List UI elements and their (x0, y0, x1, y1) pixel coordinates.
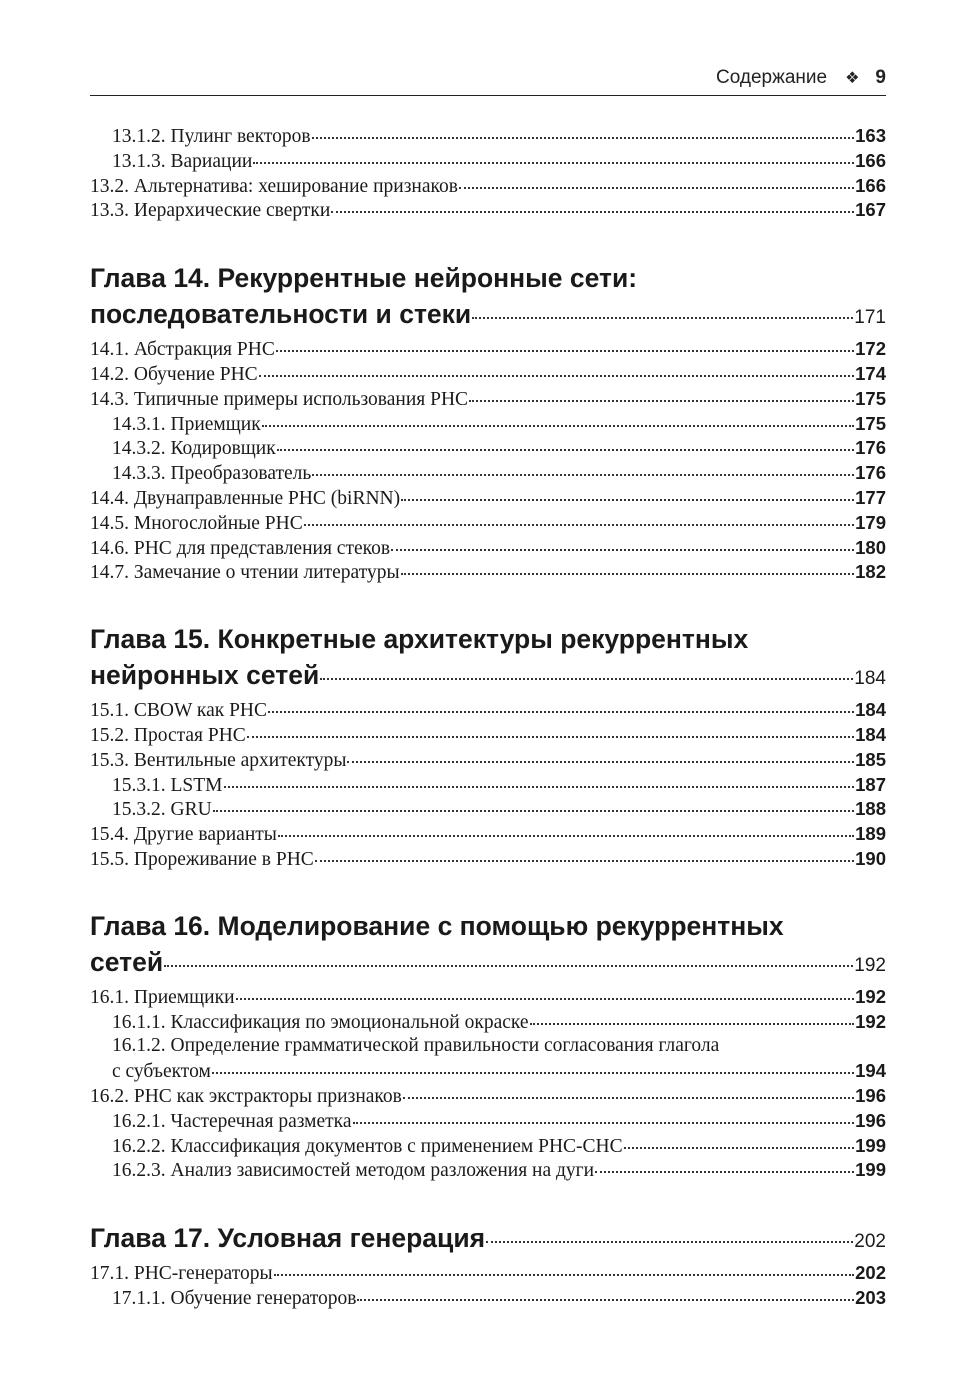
toc-entry[interactable] (90, 436, 886, 461)
toc-entry-title: 15.1. CBOW как РНС (90, 700, 268, 722)
toc-entry-title: 13.2. Альтернатива: хеширование признаков (90, 175, 458, 197)
toc-entry-page: 172 (855, 338, 886, 360)
dot-leader (304, 524, 854, 526)
dot-leader (277, 449, 854, 451)
toc-entry[interactable] (90, 1059, 886, 1084)
running-header (90, 64, 886, 96)
toc-entry-title: 14.1. Абстракция РНС (90, 339, 275, 361)
toc-entry[interactable] (90, 1286, 886, 1311)
toc-entry[interactable] (90, 797, 886, 822)
toc-entry-title: 15.2. Простая РНС (90, 724, 246, 746)
toc-entry-page: 166 (855, 174, 886, 196)
dot-leader (268, 711, 854, 713)
toc-entry-group (90, 337, 886, 585)
toc-entry[interactable] (90, 412, 886, 437)
dot-leader (624, 1147, 854, 1149)
header-section-title: Содержание (716, 66, 828, 88)
dot-leader (212, 1072, 854, 1074)
toc-entry-title: 13.1.3. Вариации (112, 150, 253, 172)
toc-entry[interactable] (90, 1084, 886, 1109)
toc-entry-page: 184 (855, 699, 886, 721)
toc-entry-title: 17.1.1. Обучение генераторов (112, 1287, 357, 1309)
dot-leader (278, 835, 854, 837)
ornament-icon: ❖ (845, 69, 860, 87)
toc-entry[interactable] (90, 985, 886, 1010)
chapter-page-number: 202 (854, 1231, 886, 1253)
dot-leader (401, 499, 854, 501)
toc-entry[interactable] (90, 560, 886, 585)
toc-entry-title: 14.2. Обучение РНС (90, 363, 258, 385)
toc-entry-page: 167 (855, 199, 886, 221)
toc-entry-page: 166 (855, 149, 886, 171)
toc-entry-page: 175 (855, 387, 886, 409)
toc-entry-title: 13.3. Иерархические свертки (90, 200, 331, 222)
toc-entry-page: 190 (855, 847, 886, 869)
toc-entry-title: 16.2. РНС как экстракторы признаков (90, 1085, 402, 1107)
dot-leader (459, 187, 854, 189)
dot-leader (530, 1023, 855, 1025)
chapter-page-number: 184 (854, 668, 886, 690)
dot-leader (472, 317, 853, 319)
dot-leader (347, 761, 854, 763)
dot-leader (224, 786, 855, 788)
dot-leader (315, 860, 854, 862)
toc-entry-title: 15.3.2. GRU (112, 799, 212, 821)
toc-entry-page: 185 (855, 748, 886, 770)
toc-entry-title: 16.1.1. Классификация по эмоциональной окраске (112, 1011, 529, 1033)
toc-entry-page: 192 (855, 985, 886, 1007)
toc-entry[interactable] (90, 149, 886, 174)
toc-entry-title: 16.1. Приемщики (90, 986, 235, 1008)
dot-leader (469, 400, 854, 402)
chapter-title-line1: Глава 14. Рекуррентные нейронные сети: (90, 263, 638, 294)
toc-entry-group (90, 985, 886, 1183)
chapter-heading[interactable] (90, 1220, 886, 1256)
toc-entry-title: 14.6. РНС для представления стеков (90, 537, 391, 559)
chapter-page-number: 192 (854, 954, 886, 976)
toc-entry-title: 14.3.2. Кодировщик (112, 438, 276, 460)
toc-entry-page: 174 (855, 362, 886, 384)
toc-entry-title: 17.1. РНС-генераторы (90, 1263, 273, 1285)
toc-entry-page: 175 (855, 412, 886, 434)
toc-entry[interactable] (90, 1158, 886, 1183)
toc-entry[interactable] (90, 337, 886, 362)
toc-entry[interactable] (90, 387, 886, 412)
chapter-title-line2 (90, 944, 886, 980)
toc-entry-group (90, 698, 886, 872)
chapter-title-text: сетей (90, 946, 164, 977)
toc-entry-page: 203 (855, 1286, 886, 1308)
chapter-title-line1: Глава 15. Конкретные архитектуры рекуррентных (90, 624, 749, 655)
toc-entry-title: с субъектом (112, 1061, 211, 1083)
dot-leader (262, 425, 854, 427)
toc-entry[interactable] (90, 486, 886, 511)
chapter-title-line2 (90, 1220, 886, 1256)
dot-leader (236, 998, 855, 1000)
toc-entry-page: 184 (855, 723, 886, 745)
dot-leader (320, 678, 853, 680)
toc-entry-title: 13.1.2. Пулинг векторов (112, 126, 311, 147)
dot-leader (259, 375, 854, 377)
toc-entry-page: 182 (855, 561, 886, 583)
toc-entry-title: 14.7. Замечание о чтении литературы (90, 562, 400, 584)
chapter-title-line2 (90, 296, 886, 332)
toc-entry-page: 163 (855, 125, 886, 146)
dot-leader (595, 1171, 854, 1173)
dot-leader (391, 549, 854, 551)
chapter-page-number: 171 (854, 307, 886, 329)
toc-entry[interactable] (90, 723, 886, 748)
toc-entry-title: 14.3.1. Приемщик (112, 413, 261, 435)
chapter-title-line1: Глава 16. Моделирование с помощью рекуррентных (90, 910, 784, 941)
toc-entry[interactable] (90, 1134, 886, 1159)
toc-entry-title: 16.2.2. Классификация документов с применением РНС-СНС (112, 1135, 623, 1157)
toc-entry[interactable] (90, 698, 886, 723)
dot-leader (274, 1274, 855, 1276)
toc-entry-page: 194 (855, 1060, 886, 1082)
toc-entry-page: 177 (855, 486, 886, 508)
toc-entry[interactable] (90, 362, 886, 387)
toc-entry-title: 15.4. Другие варианты (90, 824, 277, 846)
dot-leader (353, 1122, 855, 1124)
dot-leader (247, 736, 854, 738)
toc-entry-page: 202 (855, 1262, 886, 1284)
dot-leader (164, 965, 853, 967)
toc-entry-page: 176 (855, 462, 886, 484)
toc-entry-page: 199 (855, 1134, 886, 1156)
toc-entry-page: 176 (855, 437, 886, 459)
toc-entry-group (90, 124, 886, 223)
toc-entry[interactable] (90, 461, 886, 486)
toc-entry[interactable] (90, 773, 886, 798)
toc-entry-page: 180 (855, 536, 886, 558)
toc-entry[interactable] (90, 511, 886, 536)
toc-entry-title: 14.4. Двунаправленные РНС (biRNN) (90, 487, 401, 509)
dot-leader (401, 573, 855, 575)
toc-entry-page: 192 (855, 1010, 886, 1032)
toc-entry-page: 187 (855, 773, 886, 795)
toc-entry-title: 16.2.1. Частеречная разметка (112, 1110, 352, 1132)
dot-leader (331, 211, 854, 213)
chapter-title-line2 (90, 657, 886, 693)
toc-entry[interactable] (90, 1261, 886, 1286)
toc-entry-title: 14.3.3. Преобразователь (112, 463, 312, 485)
chapter-heading[interactable] (90, 260, 886, 332)
toc-entry-page: 188 (855, 798, 886, 820)
header-page-number: 9 (875, 66, 886, 88)
toc-entry[interactable] (90, 748, 886, 773)
toc-entry[interactable] (90, 1010, 886, 1035)
toc-entry[interactable] (90, 822, 886, 847)
chapter-title-text: Глава 17. Условная генерация (90, 1223, 486, 1254)
toc-entry[interactable] (90, 124, 886, 149)
toc-entry-page: 196 (855, 1084, 886, 1106)
toc-entry-title: 16.2.3. Анализ зависимостей методом разложения на дуги (112, 1160, 595, 1182)
toc-entry[interactable] (90, 1109, 886, 1134)
dot-leader (312, 137, 854, 139)
dot-leader (357, 1299, 854, 1301)
toc-entry-title: 15.5. Прореживание в РНС (90, 848, 314, 870)
dot-leader (253, 162, 854, 164)
chapter-title-text: нейронных сетей (90, 660, 320, 691)
toc-entry-page: 199 (855, 1159, 886, 1181)
table-of-contents (90, 124, 886, 1311)
chapter-heading[interactable] (90, 908, 886, 980)
toc-entry-group (90, 1261, 886, 1311)
toc-entry-wrapped-line[interactable]: 16.1.2. Определение грамматической правильности согласования глагола (112, 1035, 720, 1057)
chapter-heading[interactable] (90, 621, 886, 693)
chapter-title-text: последовательности и стеки (90, 299, 472, 330)
toc-entry-page: 196 (855, 1109, 886, 1131)
toc-entry[interactable] (90, 198, 886, 223)
dot-leader (403, 1097, 854, 1099)
dot-leader (213, 810, 854, 812)
dot-leader (276, 350, 854, 352)
toc-entry-page: 179 (855, 511, 886, 533)
dot-leader (312, 474, 854, 476)
toc-entry[interactable] (90, 847, 886, 872)
toc-entry[interactable] (90, 174, 886, 199)
dot-leader (486, 1241, 853, 1243)
toc-entry-page: 189 (855, 823, 886, 845)
toc-entry-title: 15.3.1. LSTM (112, 774, 223, 796)
toc-entry-title: 14.5. Многослойные РНС (90, 512, 303, 534)
toc-entry[interactable] (90, 536, 886, 561)
toc-entry-title: 15.3. Вентильные архитектуры (90, 749, 347, 771)
toc-entry-title: 14.3. Типичные примеры использования РНС (90, 388, 469, 410)
